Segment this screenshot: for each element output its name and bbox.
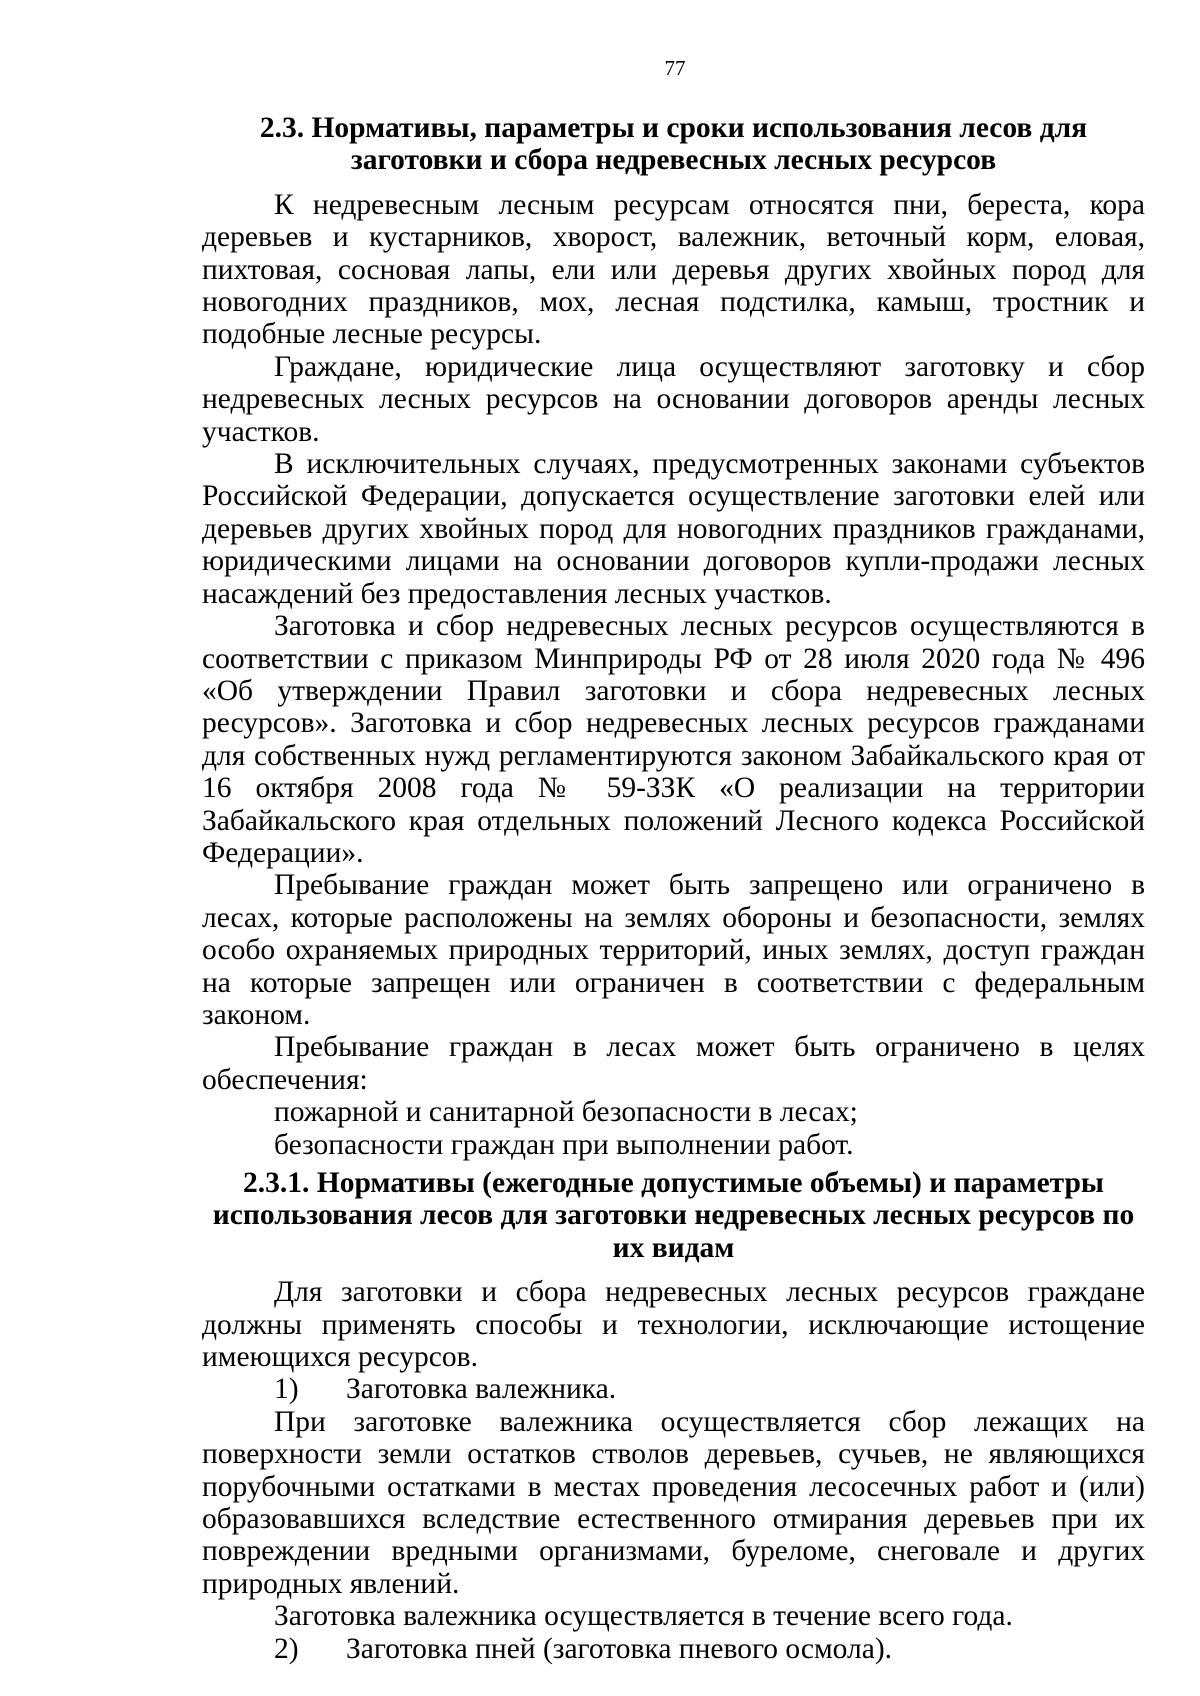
paragraph: Граждане, юридические лица осуществляют заготовку и сбор недревесных лесных ресурсов на основании договоров аренды лесных участков. <box>202 350 1145 448</box>
document-body <box>202 112 1145 1665</box>
page-number: 77 <box>664 56 686 80</box>
paragraph: Заготовка валежника осуществляется в течение всего года. <box>274 1600 1013 1633</box>
item-number: 1) <box>274 1373 299 1406</box>
paragraph: Заготовка и сбор недревесных лесных ресурсов осуществляются в соответствии с приказом Минприроды РФ от 28 июля 2020 года № 496 «Об утверждении Правил заготовки и сбора недревесных лесных ресурсов». Заготовка и сбор недревесных лесных ресурсов гражданами для собственных нужд регламентируются законом Забайкальского края от 16 октября 2008 года № 59-ЗЗК «О реализации на территории Забайкальского края отдельных положений Лесного кодекса Российской Федерации». <box>202 610 1145 869</box>
paragraph: К недревесным лесным ресурсам относятся пни, береста, кора деревьев и кустарников, хворост, валежник, веточный корм, еловая, пихтовая, сосновая лапы, ели или деревья других хвойных пород для новогодних праздников, мох, лесная подстилка, камыш, тростник и подобные лесные ресурсы. <box>202 188 1145 351</box>
subsection-heading: 2.3.1. Нормативы (ежегодные допустимые объемы) и параметры использования лесов для заготовки недревесных лесных ресурсов по их видам <box>212 1167 1135 1264</box>
numbered-item <box>202 1373 1145 1405</box>
paragraph: Пребывание граждан в лесах может быть ограничено в целях обеспечения: <box>202 1031 1145 1096</box>
item-number: 2) <box>274 1632 299 1665</box>
numbered-item <box>202 1633 1145 1665</box>
paragraph: При заготовке валежника осуществляется сбор лежащих на поверхности земли остатков стволов деревьев, сучьев, не являющихся порубочными остатками в местах проведения лесосечных работ и (или) образовавшихся вследствие естественного отмирания деревьев при их повреждении вредными организмами, буреломе, снеговале и других природных явлений. <box>202 1405 1145 1600</box>
section-heading: 2.3. Нормативы, параметры и сроки использования лесов для заготовки и сбора недревесных лесных ресурсов <box>259 112 1088 177</box>
paragraph: Для заготовки и сбора недревесных лесных ресурсов граждане должны применять способы и технологии, исключающие истощение имеющихся ресурсов. <box>202 1276 1145 1374</box>
list-line: пожарной и санитарной безопасности в лесах; <box>274 1096 858 1129</box>
item-label: Заготовка валежника. <box>346 1373 617 1406</box>
paragraph: В исключительных случаях, предусмотренных законами субъектов Российской Федерации, допускается осуществление заготовки елей или деревьев других хвойных пород для новогодних праздников гражданами, юридическими лицами на основании договоров купли-продажи лесных насаждений без предоставления лесных участков. <box>202 448 1145 610</box>
list-line: безопасности граждан при выполнении работ. <box>274 1128 854 1161</box>
item-label: Заготовка пней (заготовка пневого осмола). <box>346 1632 893 1665</box>
paragraph: Пребывание граждан может быть запрещено или ограничено в лесах, которые расположены на землях обороны и безопасности, землях особо охраняемых природных территорий, иных землях, доступ граждан на которые запрещен или ограничен в соответствии с федеральным законом. <box>202 869 1145 1031</box>
